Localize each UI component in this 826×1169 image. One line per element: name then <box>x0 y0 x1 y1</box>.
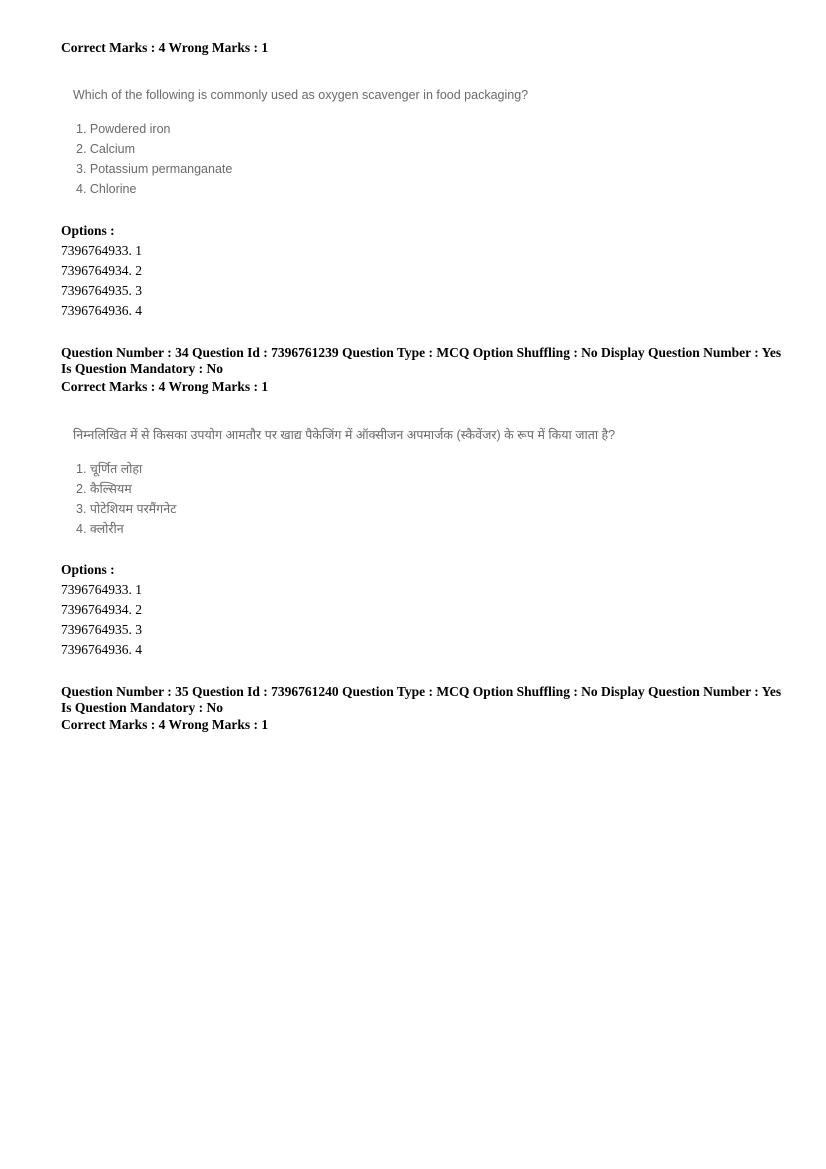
q33-option: 7396764935. 3 <box>61 283 142 298</box>
q35-header-line1: Question Number : 35 Question Id : 7396761240 Question Type : MCQ Option Shuffling : No Display Question Number : Yes <box>61 684 782 699</box>
q34-option: 7396764935. 3 <box>61 622 142 637</box>
q33-choice: 3. Potassium permanganate <box>76 162 233 176</box>
q34-header-line1: Question Number : 34 Question Id : 7396761239 Question Type : MCQ Option Shuffling : No Display Question Number : Yes <box>61 345 782 360</box>
q34-option: 7396764934. 2 <box>61 602 142 617</box>
q34-options-label: Options : <box>61 562 115 577</box>
q33-option: 7396764934. 2 <box>61 263 142 278</box>
q33-choice: 4. Chlorine <box>76 182 137 196</box>
q34-header-line2: Is Question Mandatory : No <box>61 361 224 376</box>
q34-marks: Correct Marks : 4 Wrong Marks : 1 <box>61 379 269 394</box>
q34-question-text: निम्नलिखित में से किसका उपयोग आमतौर पर खाद्य पैकेजिंग में ऑक्सीजन अपमार्जक (स्कैवेंजर) के रूप में किया जाता है? <box>73 428 616 442</box>
q33-choice: 1. Powdered iron <box>76 122 171 136</box>
q34-choice: 4. क्लोरीन <box>76 522 124 536</box>
q33-marks: Correct Marks : 4 Wrong Marks : 1 <box>61 40 269 55</box>
q33-option: 7396764933. 1 <box>61 243 142 258</box>
q33-options-label: Options : <box>61 223 115 238</box>
q33-choice: 2. Calcium <box>76 142 136 156</box>
q34-option: 7396764936. 4 <box>61 642 142 657</box>
q33-question-text: Which of the following is commonly used as oxygen scavenger in food packaging? <box>73 88 529 102</box>
q35-marks: Correct Marks : 4 Wrong Marks : 1 <box>61 717 269 732</box>
q34-option: 7396764933. 1 <box>61 582 142 597</box>
q34-choice: 3. पोटेशियम परमैंगनेट <box>76 502 177 516</box>
q35-header-line2: Is Question Mandatory : No <box>61 700 224 715</box>
q34-choice: 2. कैल्सियम <box>76 482 132 496</box>
q33-option: 7396764936. 4 <box>61 303 142 318</box>
q34-choice: 1. चूर्णित लोहा <box>76 462 143 476</box>
